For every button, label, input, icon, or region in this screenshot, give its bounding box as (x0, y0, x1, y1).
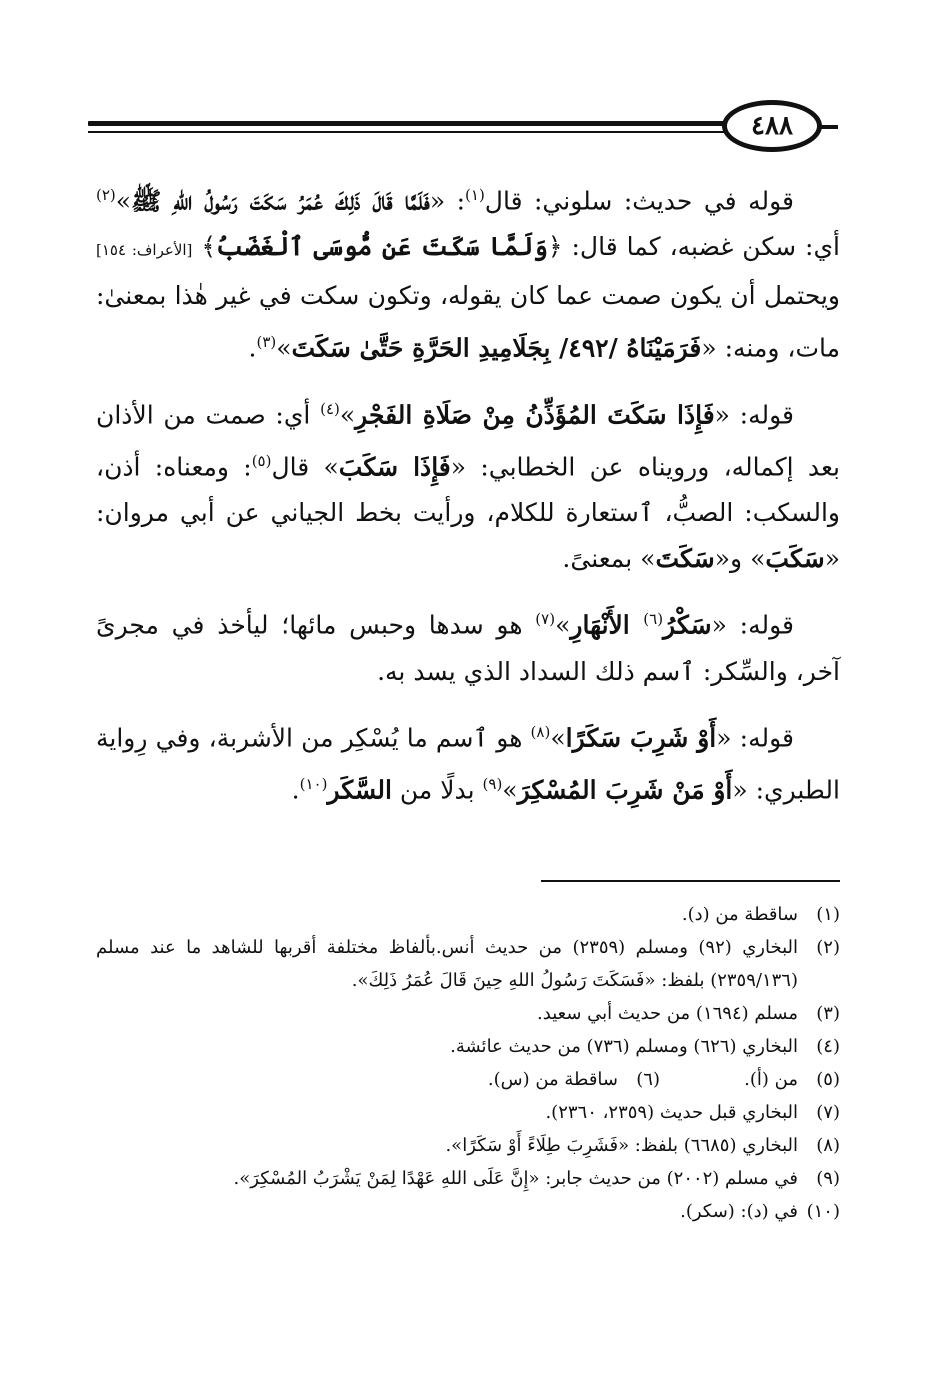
footnote-text: ساقطة من (د). (681, 904, 798, 925)
text-span: » (339, 399, 356, 429)
footnote-text: مسلم (١٦٩٤) من حديث أبي سعيد. (537, 1003, 798, 1024)
footnote-10 (96, 1195, 840, 1228)
text-span: هو ٱسم ما يُسْكِر من الأشربة، وفي رِواية الطبري: « (96, 722, 840, 805)
page-number: ٤٨٨ (751, 111, 793, 141)
footnote-ref: (٦) (643, 610, 664, 629)
text-span: . (248, 333, 257, 363)
footnote-5 (660, 1063, 840, 1096)
page-number-badge (722, 100, 822, 152)
footnote-text: البخاري قبل حديث (٢٣٥٩، ٢٣٦٠). (545, 1102, 798, 1123)
footnote-separator (541, 880, 840, 882)
text-span: » (555, 610, 571, 640)
paragraph-1 (96, 172, 840, 372)
footnote-ref: (٥) (251, 451, 272, 470)
text-span: » و« (714, 544, 766, 574)
footnote-number: (٢) (816, 937, 840, 958)
text-span: أي: صمت من الأذان بعد إكماله، ورويناه عن الخطابي: « (96, 399, 841, 482)
text-span: ويحتمل أن يكون صمت عما كان يقوله، وتكون سكت في غير هٰذا بمعنىٰ: مات، ومنه: « (96, 281, 840, 363)
text-span: قوله: « (714, 399, 794, 429)
footnote-ref: (٨) (530, 722, 551, 741)
text-span: بدلًا من (391, 775, 483, 805)
main-text (96, 172, 840, 827)
footnote-ref: (١) (465, 186, 485, 204)
hadith-quote: سَكْرُ (663, 610, 712, 640)
footnote-text: البخاري (٦٢٦) ومسلم (٧٣٦) من حديث عائشة. (450, 1036, 798, 1057)
hadith-quote: فَلَمَّا قَالَ ذَلِكَ عُمَرُ سَكَتَ رَسُولُ اللهِ ﷺ (131, 186, 430, 216)
word-quote: السَّكَر (327, 775, 392, 805)
text-span: قوله في حديث: سلوني: قال (484, 186, 794, 216)
footnote-8 (96, 1129, 840, 1162)
footnote-1 (96, 898, 840, 931)
footnote-text: في مسلم (٢٠٠٢) من حديث جابر: «إِنَّ عَلَى اللهِ عَهْدًا لِمَنْ يَشْرَبُ المُسْكِرَ». (233, 1168, 798, 1189)
footnote-ref: (١٠) (299, 774, 328, 793)
footnote-3 (96, 997, 840, 1030)
quran-reference: [الأعراف: ١٥٤] (96, 241, 193, 260)
footnote-number: (٣) (816, 1003, 840, 1024)
footnote-number: (٧) (816, 1102, 840, 1123)
footnote-number: (١٠) (806, 1201, 840, 1222)
text-span: قوله: « (716, 722, 794, 752)
footnote-row-5-6 (96, 1063, 840, 1096)
footnote-ref: (٩) (482, 774, 503, 793)
footnote-text: البخاري (٦٦٨٥) بلفظ: «فَشَرِبَ طِلَاءً أَوْ سَكَرًا». (445, 1135, 798, 1156)
word-quote: سَكَبَ (765, 544, 825, 574)
hadith-quote: فَإِذَا سَكَبَ (338, 452, 451, 482)
hadith-quote: الأَنْهَارِ (570, 610, 644, 640)
hadith-quote: فَرَمَيْنَاهُ /٤٩٢/ بِجَلَامِيدِ الحَرَّةِ حَتَّىٰ سَكَتَ (291, 333, 702, 363)
paragraph-4 (96, 709, 840, 814)
hadith-quote: أَوْ شَرِبَ سَكَرًا (565, 722, 717, 752)
paragraph-2 (96, 386, 840, 583)
footnote-number: (٨) (816, 1135, 840, 1156)
footnote-9 (96, 1162, 840, 1195)
text-span: . (291, 775, 300, 805)
text-span: » (550, 722, 566, 752)
footnote-number: (٦) (636, 1069, 660, 1090)
text-span: هو سدها وحبس مائها؛ ليأخذ في مجرىً آخر، والسِّكر: ٱسم ذلك السداد الذي يسد به. (96, 610, 840, 686)
header-rule-thin (88, 131, 736, 133)
footnote-text: ساقطة من (س). (487, 1069, 618, 1090)
footnotes (96, 898, 840, 1228)
paragraph-3 (96, 596, 840, 694)
footnote-number: (٩) (816, 1168, 840, 1189)
footnote-2 (96, 931, 840, 997)
text-span: أي: سكن غضبه، كما قال: ﴿ (547, 232, 840, 262)
text-span: » (276, 333, 292, 363)
footnote-number: (٤) (816, 1036, 840, 1057)
text-span: : « (429, 186, 466, 216)
footnote-6 (480, 1063, 660, 1096)
text-span: » (502, 775, 518, 805)
footnote-ref: (٤) (320, 399, 340, 418)
text-span: » بمعنىً. (562, 544, 656, 574)
text-span: » قال (271, 452, 339, 482)
footnote-ref: (٢) (96, 186, 116, 204)
text-span: » (115, 186, 132, 216)
footnote-ref: (٧) (535, 610, 556, 629)
header-rule-thick (88, 121, 736, 126)
text-span: : ومعناه: أذن، والسكب: الصبُّ، ٱستعارة للكلام، ورأيت بخط الجياني عن أبي مروان: « (96, 452, 840, 574)
quran-quote: وَلَمَّا سَكَتَ عَن مُّوسَى ٱلْغَضَبُ (216, 232, 548, 262)
footnote-text: البخاري (٩٢) ومسلم (٢٣٥٩) من حديث أنس.بألفاظ مختلفة أقربها للشاهد ما عند مسلم (٢٣٥٩/١٣٦) بلفظ: «فَسَكَتَ رَسُولُ اللهِ حِينَ قَالَ عُمَرُ ذَلِكَ». (96, 937, 799, 991)
footnote-text: من (أ). (744, 1069, 798, 1090)
text-span: قوله: « (711, 610, 794, 640)
footnote-7 (96, 1096, 840, 1129)
text-span: ﴾ (192, 232, 217, 262)
footnote-text: في (د): (سكر). (680, 1201, 798, 1222)
footnote-number: (١) (816, 904, 840, 925)
hadith-quote: أَوْ مَنْ شَرِبَ المُسْكِرَ (517, 775, 733, 805)
footnote-4 (96, 1030, 840, 1063)
footnote-number: (٥) (816, 1069, 840, 1090)
hadith-quote: فَإِذَا سَكَتَ المُؤَذِّنُ مِنْ صَلَاةِ الفَجْرِ (355, 399, 715, 429)
word-quote: سَكَتَ (655, 544, 715, 574)
footnote-ref: (٣) (256, 333, 277, 352)
